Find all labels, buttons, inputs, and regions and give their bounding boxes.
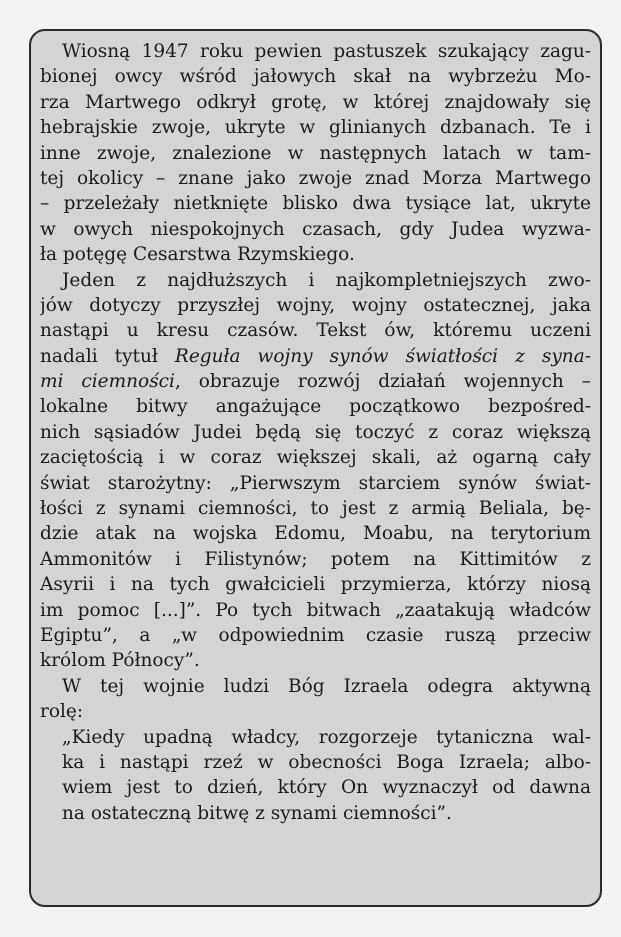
text-line: W tej wojnie ludzi Bóg Izraela odegra aktywną — [62, 675, 591, 697]
text-line: królom Północy”. — [40, 650, 200, 672]
text-line: lokalne bitwy angażujące początkowo bezpośred- — [40, 396, 591, 418]
paragraph — [40, 268, 591, 674]
text-line: ka i nastąpi rzeź w obecności Boga Izraela; albo- — [62, 751, 591, 773]
text-line: nich sąsiadów Judei będą się toczyć z coraz większą — [40, 421, 591, 443]
text-line: rolę: — [40, 701, 84, 723]
text-line: Ammonitów i Filistynów; potem na Kittimitów z — [40, 548, 591, 570]
text-run: , obrazuje rozwój działań wojennych – — [174, 371, 591, 393]
text-line: świat starożytny: „Pierwszym starciem synów świat- — [40, 472, 591, 494]
text-line — [40, 369, 591, 394]
text-line: wiem jest to dzień, który On wyznaczył od dawna — [62, 777, 591, 799]
text-line: łości z synami ciemności, to jest z armią Beliala, bę- — [40, 498, 591, 520]
text-run: nadali tytuł — [40, 345, 175, 367]
text-line: bionej owcy wśród jałowych skał na wybrzeżu Mo- — [40, 66, 591, 88]
text-line: rza Martwego odkrył grotę, w której znajdowały się — [40, 91, 591, 113]
text-line: Wiosną 1947 roku pewien pastuszek szukający zagu- — [62, 41, 591, 62]
italic-title: mi ciemności — [40, 371, 175, 393]
text-line: ła potęgę Cesarstwa Rzymskiego. — [40, 244, 355, 266]
paragraph — [40, 725, 591, 827]
text-line: nastąpi u kresu czasów. Tekst ów, któremu uczeni — [40, 320, 591, 342]
text-line: Jeden z najdłuższych i najkompletniejszych zwo- — [62, 269, 591, 291]
text-line: Egiptu”, a „w odpowiednim czasie ruszą przeciw — [40, 624, 591, 646]
text-line: Asyrii i na tych gwałcicieli przymierza, którzy niosą — [40, 574, 591, 596]
text-line: tej okolicy – znane jako zwoje znad Morza Martwego — [40, 167, 591, 189]
text-box — [29, 29, 602, 907]
paragraph — [40, 39, 591, 268]
text-line: na ostateczną bitwę z synami ciemności”. — [62, 802, 452, 824]
text-line: dzie atak na wojska Edomu, Moabu, na terytorium — [40, 523, 591, 545]
text-line: im pomoc [...]”. Po tych bitwach „zaatakują władców — [40, 599, 591, 621]
text-line: zaciętością i w coraz większej skali, aż ogarną cały — [40, 447, 591, 469]
text-line: inne zwoje, znalezione w następnych latach w tam- — [40, 142, 591, 164]
text-line: – przeleżały nietknięte blisko dwa tysiące lat, ukryte — [40, 193, 591, 215]
text-line: „Kiedy upadną władcy, rozgorzeje tytaniczna wal- — [62, 726, 591, 748]
text-line: w owych niespokojnych czasach, gdy Judea wyzwa- — [40, 218, 591, 240]
text-line: hebrajskie zwoje, ukryte w glinianych dzbanach. Te i — [40, 117, 591, 139]
italic-title: Reguła wojny synów światłości z syna- — [174, 345, 591, 367]
text-line: jów dotyczy przyszłej wojny, wojny ostatecznej, jaka — [40, 294, 591, 316]
paragraph — [40, 674, 591, 725]
text-line — [40, 344, 591, 369]
